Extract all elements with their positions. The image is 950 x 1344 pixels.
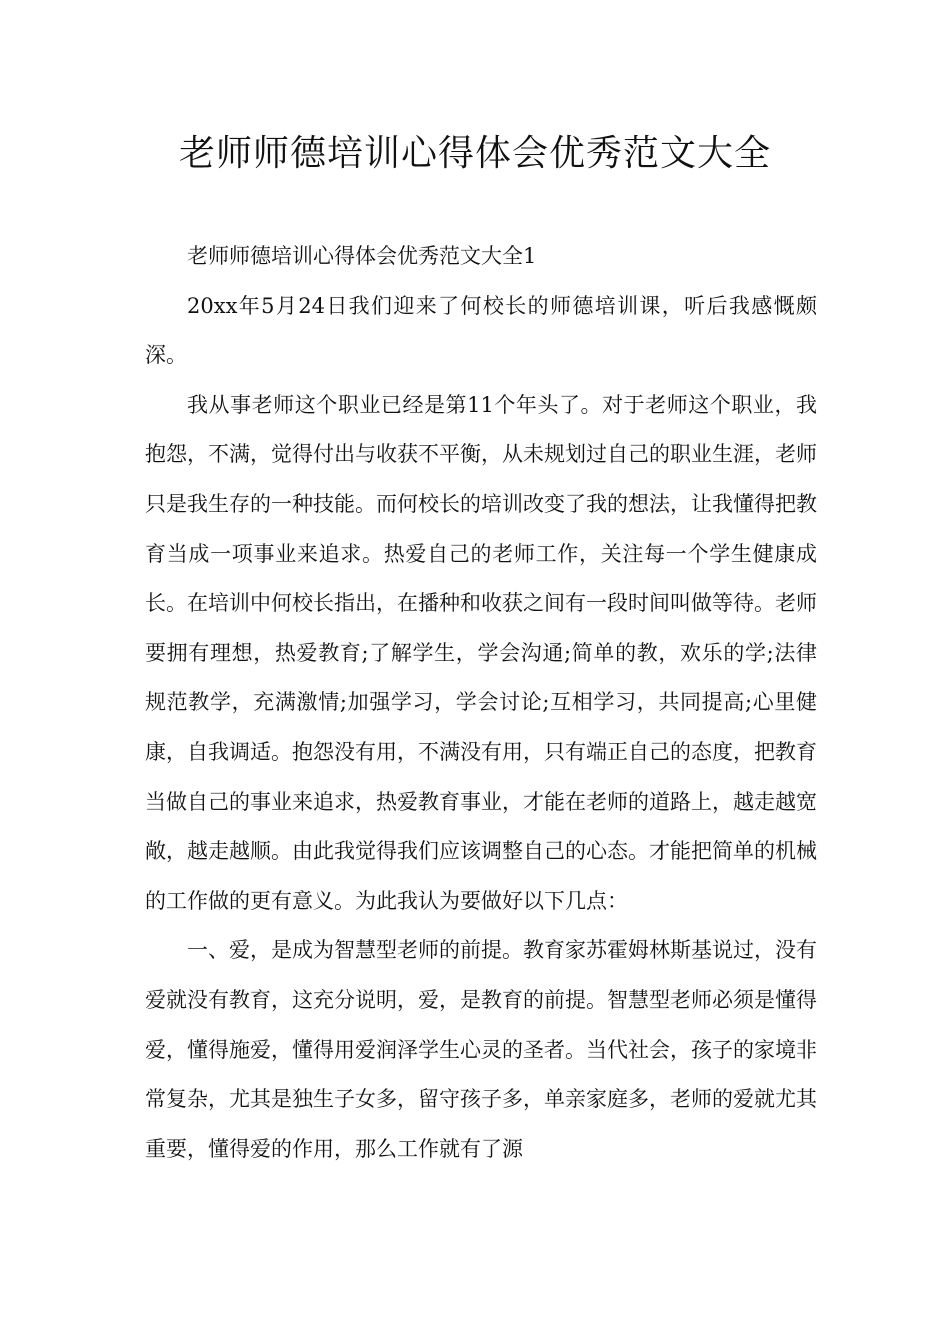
paragraph: 一、爱，是成为智慧型老师的前提。教育家苏霍姆林斯基说过，没有爱就没有教育，这充分说明，爱，是教育的前提。智慧型老师必须是懂得爱，懂得施爱，懂得用爱润泽学生心灵的圣者。当代社会，孩子的家境非常复杂，尤其是独生子女多，留守孩子多，单亲家庭多，老师的爱就尤其重要，懂得爱的作用，那么工作就有了源 bbox=[145, 938, 817, 1161]
document-title: 老师师德培训心得体会优秀范文大全 bbox=[178, 133, 771, 174]
paragraph: 20xx年5月24日我们迎来了何校长的师德培训课，听后我感慨颇深。 bbox=[145, 293, 817, 368]
paragraph-heading: 老师师德培训心得体会优秀范文大全1 bbox=[187, 244, 537, 268]
paragraph: 我从事老师这个职业已经是第11个年头了。对于老师这个职业，我抱怨，不满，觉得付出与收获不平衡，从未规划过自己的职业生涯，老师只是我生存的一种技能。而何校长的培训改变了我的想法，让我懂得把教育当成一项事业来追求。热爱自己的老师工作，关注每一个学生健康成长。在培训中何校长指出，在播种和收获之间有一段时间叫做等待。老师要拥有理想，热爱教育;了解学生，学会沟通;简单的教，欢乐的学;法律规范教学，充满激情;加强学习，学会讨论;互相学习，共同提高;心里健康，自我调适。抱怨没有用，不满没有用，只有端正自己的态度，把教育当做自己的事业来追求，热爱教育事业，才能在老师的道路上，越走越宽敞，越走越顺。由此我觉得我们应该调整自己的心态。才能把简单的机械的工作做的更有意义。为此我认为要做好以下几点： bbox=[145, 392, 817, 913]
document-body bbox=[145, 232, 817, 1174]
